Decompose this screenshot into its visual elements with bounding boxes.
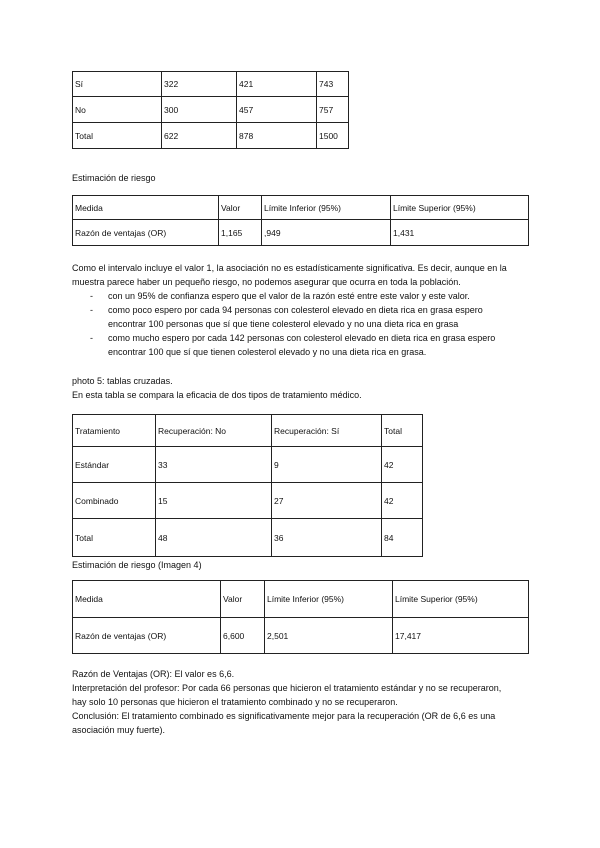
bullet-dash: - xyxy=(90,333,93,343)
table-row xyxy=(73,447,423,483)
treatment-crosstab-table xyxy=(72,414,423,557)
bullet-dash: - xyxy=(90,291,93,301)
table-cell: 17,417 xyxy=(393,618,529,654)
table-header-cell: Límite Superior (95%) xyxy=(393,581,529,618)
table-cell: Total xyxy=(73,123,162,149)
table-cell: 42 xyxy=(382,447,423,483)
conclusion-line: Conclusión: El tratamiento combinado es significativamente mejor para la recuperación (OR de 6,6 es una xyxy=(72,711,496,721)
table-cell: Combinado xyxy=(73,483,156,519)
table-row xyxy=(73,220,529,246)
risk-estimate-heading: Estimación de riesgo (Imagen 4) xyxy=(72,560,202,570)
table-cell: 9 xyxy=(272,447,382,483)
section-title: photo 5: tablas cruzadas. xyxy=(72,376,173,386)
table-header-cell: Recuperación: Sí xyxy=(272,415,382,447)
table-cell: 6,600 xyxy=(221,618,265,654)
risk-estimate-heading: Estimación de riesgo xyxy=(72,173,156,183)
conclusion-line: Interpretación del profesor: Por cada 66 personas que hicieron el tratamiento estándar y no se recuperaron, xyxy=(72,683,502,693)
bullet-text: encontrar 100 personas que sí que tiene colesterol elevado y no una dieta rica en grasa xyxy=(108,319,459,329)
table-cell: 42 xyxy=(382,483,423,519)
table-header-row xyxy=(73,581,529,618)
bullet-dash: - xyxy=(90,305,93,315)
bullet-text: con un 95% de confianza espero que el valor de la razón esté entre este valor y este valor. xyxy=(108,291,470,301)
table-header-row xyxy=(73,415,423,447)
table-cell: Razón de ventajas (OR) xyxy=(73,618,221,654)
table-cell: ,949 xyxy=(262,220,391,246)
table-cell: Razón de ventajas (OR) xyxy=(73,220,219,246)
table-cell: 1500 xyxy=(317,123,349,149)
bullet-text: encontrar 100 que sí que tienen colesterol elevado y no una dieta rica en grasa. xyxy=(108,347,427,357)
bullet-text: como mucho espero por cada 142 personas con colesterol elevado en dieta rica en grasa espero xyxy=(108,333,496,343)
table-cell: 878 xyxy=(237,123,317,149)
table-cell: Total xyxy=(73,519,156,557)
table-cell: Estándar xyxy=(73,447,156,483)
table-row xyxy=(73,519,423,557)
conclusion-line: Razón de Ventajas (OR): El valor es 6,6. xyxy=(72,669,235,679)
risk-estimate-table-1 xyxy=(72,195,529,246)
table-header-cell: Valor xyxy=(221,581,265,618)
table-header-cell: Tratamiento xyxy=(73,415,156,447)
table-header-cell: Límite Inferior (95%) xyxy=(262,196,391,220)
table-cell: Sí xyxy=(73,72,162,97)
table-header-cell: Límite Inferior (95%) xyxy=(265,581,393,618)
table-header-row xyxy=(73,196,529,220)
risk-estimate-table-2 xyxy=(72,580,529,654)
table-cell: 15 xyxy=(156,483,272,519)
table-cell: 322 xyxy=(162,72,237,97)
table-header-cell: Límite Superior (95%) xyxy=(391,196,529,220)
table-cell: 300 xyxy=(162,97,237,123)
table-cell: 622 xyxy=(162,123,237,149)
table-cell: No xyxy=(73,97,162,123)
table-cell: 1,165 xyxy=(219,220,262,246)
paragraph-line: muestra parece haber un pequeño riesgo, no podemos asegurar que ocurra en toda la población. xyxy=(72,277,461,287)
table-cell: 2,501 xyxy=(265,618,393,654)
table-row xyxy=(73,123,349,149)
table-row xyxy=(73,97,349,123)
table-header-cell: Valor xyxy=(219,196,262,220)
bullet-text: como poco espero por cada 94 personas con colesterol elevado en dieta rica en grasa espero xyxy=(108,305,483,315)
conclusion-line: hay solo 10 personas que hicieron el tratamiento combinado y no se recuperaron. xyxy=(72,697,398,707)
table-cell: 84 xyxy=(382,519,423,557)
paragraph-line: Como el intervalo incluye el valor 1, la asociación no es estadísticamente significativa. Es decir, aunque en la xyxy=(72,263,507,273)
conclusion-line: asociación muy fuerte). xyxy=(72,725,166,735)
table-row xyxy=(73,483,423,519)
table-header-cell: Recuperación: No xyxy=(156,415,272,447)
table-header-cell: Medida xyxy=(73,196,219,220)
crosstab-table-1 xyxy=(72,71,349,149)
table-header-cell: Medida xyxy=(73,581,221,618)
table-cell: 27 xyxy=(272,483,382,519)
table-header-cell: Total xyxy=(382,415,423,447)
table-cell: 33 xyxy=(156,447,272,483)
table-row xyxy=(73,72,349,97)
table-cell: 421 xyxy=(237,72,317,97)
table-cell: 1,431 xyxy=(391,220,529,246)
table-row xyxy=(73,618,529,654)
table-cell: 36 xyxy=(272,519,382,557)
table-cell: 757 xyxy=(317,97,349,123)
table-cell: 743 xyxy=(317,72,349,97)
table-cell: 48 xyxy=(156,519,272,557)
section-intro: En esta tabla se compara la eficacia de dos tipos de tratamiento médico. xyxy=(72,390,362,400)
table-cell: 457 xyxy=(237,97,317,123)
